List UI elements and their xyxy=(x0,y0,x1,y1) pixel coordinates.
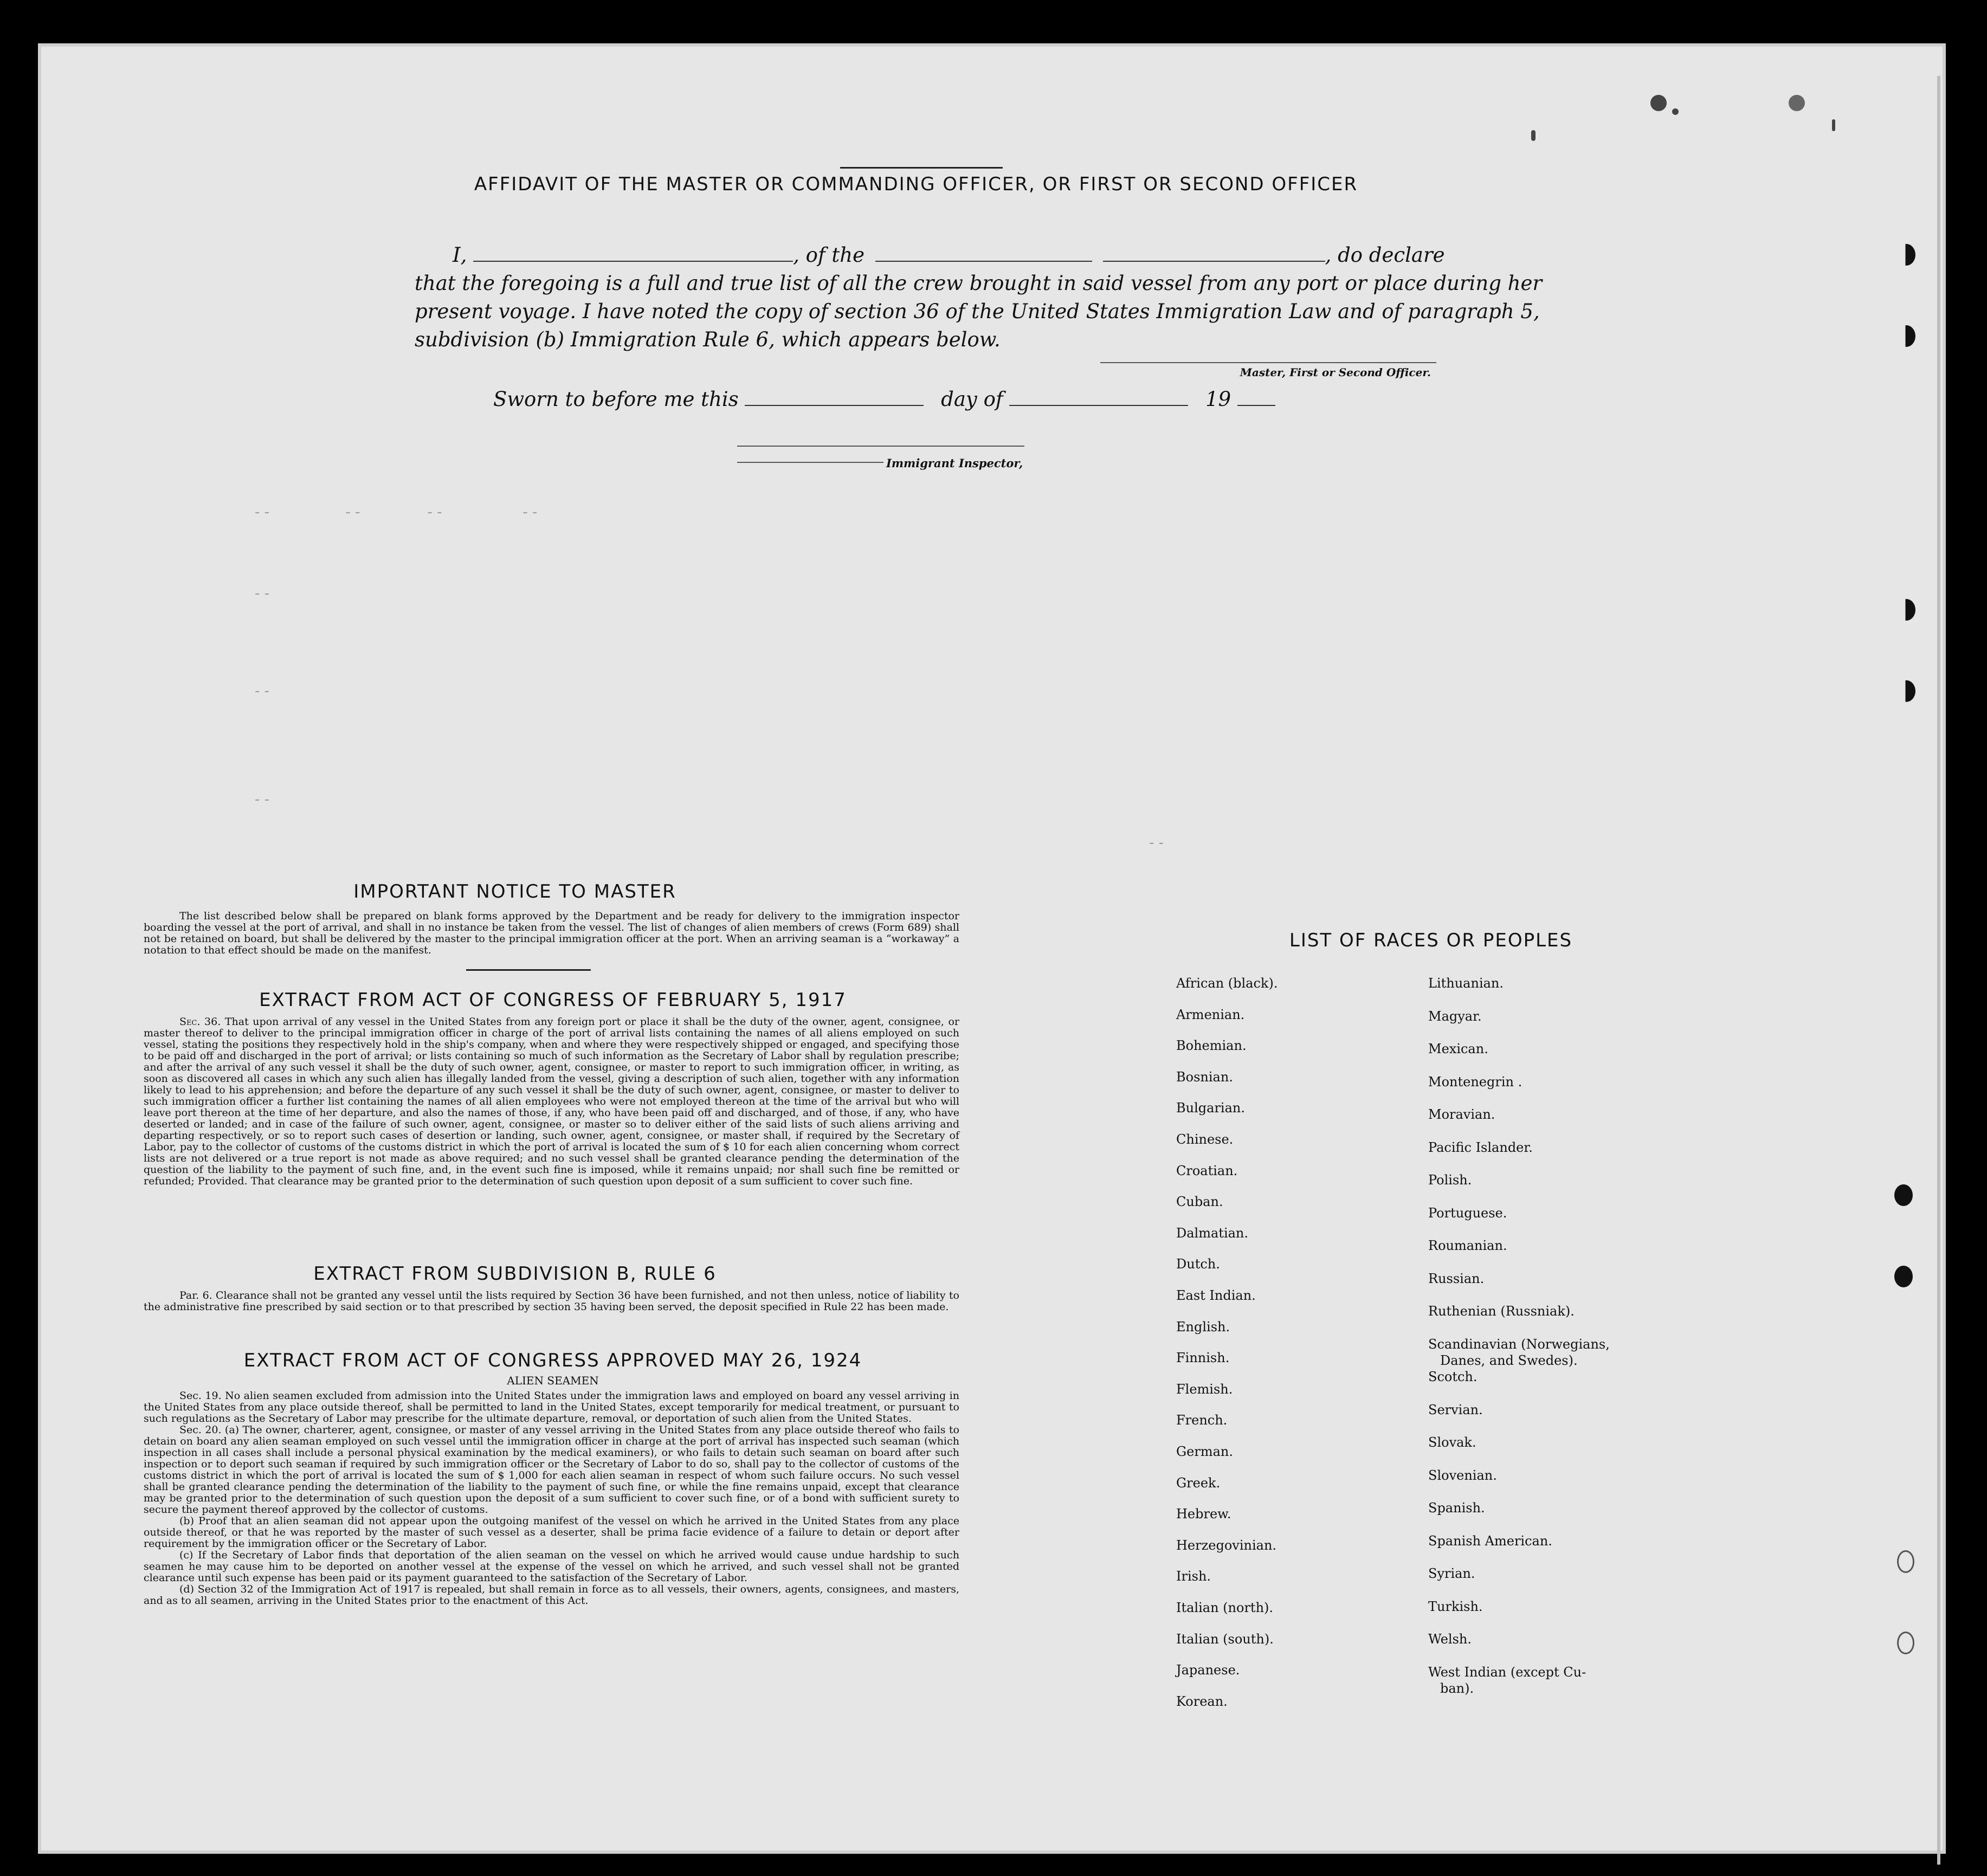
race-item: Slovak. xyxy=(1428,1435,1476,1450)
race-item: Servian. xyxy=(1428,1402,1483,1417)
notice-title: IMPORTANT NOTICE TO MASTER xyxy=(353,881,676,902)
vessel-blank[interactable] xyxy=(1103,247,1325,262)
race-item: Lithuanian. xyxy=(1428,976,1504,991)
race-item: West Indian (except Cu- xyxy=(1428,1664,1586,1680)
ink-spot xyxy=(1531,130,1536,141)
ink-spot xyxy=(1672,108,1679,115)
race-item: Croatian. xyxy=(1176,1163,1238,1178)
ghost-marks: - - xyxy=(255,683,270,699)
affidavit-title: AFFIDAVIT OF THE MASTER OR COMMANDING OFFICER, OR FIRST OR SECOND OFFICER xyxy=(474,173,1358,195)
affidavit-declare: , do declare xyxy=(1325,243,1445,267)
punch-hole xyxy=(1897,1632,1914,1654)
sworn-line xyxy=(493,388,1252,411)
affidavit-declaration xyxy=(415,241,1543,354)
name-blank[interactable] xyxy=(473,247,793,262)
punch-hole xyxy=(1897,244,1915,266)
race-item: Russian. xyxy=(1428,1271,1485,1286)
affidavit-of-the: , of the xyxy=(793,243,865,267)
ink-spot xyxy=(1832,119,1835,131)
ghost-marks: - - - - - - - - xyxy=(255,504,538,520)
race-item: Armenian. xyxy=(1176,1007,1245,1022)
race-item: Portuguese. xyxy=(1428,1205,1507,1221)
race-item: Irish. xyxy=(1176,1569,1211,1584)
race-item: Greek. xyxy=(1176,1475,1221,1491)
sec-20b-text: (b) Proof that an alien seaman did not appear upon the outgoing manifest of the vessel on which he arrived in the United States from any place outside thereof, or that he was reported by the master of such vessel as a deserter, shall be prima facie evidence of a failure to detain or deport after requirement by the immigration officer or the Secretary of Labor. xyxy=(144,1515,959,1550)
race-item: Finnish. xyxy=(1176,1350,1230,1366)
ink-spot xyxy=(1650,95,1667,111)
race-item: Scotch. xyxy=(1428,1369,1478,1384)
race-item: Pacific Islander. xyxy=(1428,1139,1533,1155)
inspector-line[interactable] xyxy=(737,446,1024,447)
race-item: Korean. xyxy=(1176,1693,1228,1709)
signature-label: Master, First or Second Officer. xyxy=(1240,366,1431,379)
sworn-day-of: day of xyxy=(941,388,1003,411)
ink-spot xyxy=(1789,95,1805,111)
race-item: Chinese. xyxy=(1176,1132,1234,1147)
race-item: English. xyxy=(1176,1319,1230,1335)
race-item: ban). xyxy=(1440,1680,1474,1696)
notice-text xyxy=(144,911,959,956)
sec-19-text: Sec. 19. No alien seamen excluded from admission into the United States under the immigration laws and employed on board any vessel arriving in the United States from any place outside thereof, shall be permitted to land in the United States, except temporarily for medical treatment, or pursuant to such regulations as the Secretary of Labor may prescribe for the ultimate departure, removal, or deportation of such alien from the United States. xyxy=(144,1390,959,1424)
race-item: Danes, and Swedes). xyxy=(1440,1352,1578,1368)
race-item: Japanese. xyxy=(1176,1662,1240,1678)
race-item: Italian (south). xyxy=(1176,1631,1274,1647)
race-item: Roumanian. xyxy=(1428,1238,1507,1253)
race-item: Flemish. xyxy=(1176,1381,1233,1397)
race-item: East Indian. xyxy=(1176,1288,1256,1303)
affidavit-line-4: subdivision (b) Immigration Rule 6, which appears below. xyxy=(415,328,1001,351)
ghost-marks: - - xyxy=(255,585,270,602)
extract-1924-text xyxy=(144,1390,959,1607)
sec-20c-text: (c) If the Secretary of Labor finds that deportation of the alien seaman on the vessel on which he arrived would cause undue hardship to such seamen he may cause him to be deported on another vessel at the expense of the vessel on which he arrived, and such vessel shall not be granted clearance until such expense has been paid or its payment guaranteed to the satisfaction of the Secretary of Labor. xyxy=(144,1549,959,1584)
notice-paragraph: The list described below shall be prepared on blank forms approved by the Department and be ready for delivery to the immigration inspector boarding the vessel at the port of arrival, and shall in no instance be taken from the vessel. The list of changes of alien members of crews (Form 689) shall not be retained on board, but shall be delivered by the master to the principal immigration officer at the port. When an arriving seaman is a “workaway” a notation to that effect should be made on the manifest. xyxy=(144,910,959,956)
race-item: Syrian. xyxy=(1428,1566,1475,1581)
year-blank[interactable] xyxy=(1237,391,1275,406)
title-rule xyxy=(840,167,1003,169)
punch-hole xyxy=(1897,325,1915,347)
race-item: Mexican. xyxy=(1428,1041,1488,1056)
extract-1917-title: EXTRACT FROM ACT OF CONGRESS OF FEBRUARY 5, 1917 xyxy=(259,989,847,1011)
manifest-page xyxy=(38,43,1946,1854)
race-item: Moravian. xyxy=(1428,1107,1495,1122)
affidavit-i: I, xyxy=(453,243,467,267)
inspector-line-2 xyxy=(737,462,883,463)
race-item: Italian (north). xyxy=(1176,1600,1274,1615)
extract-rule6-title: EXTRACT FROM SUBDIVISION B, RULE 6 xyxy=(313,1263,717,1285)
race-item: Herzegovinian. xyxy=(1176,1537,1277,1553)
sworn-year: 19 xyxy=(1205,388,1231,411)
ghost-marks: - - xyxy=(1149,835,1164,851)
extract-rule6-text xyxy=(144,1290,959,1313)
position-blank[interactable] xyxy=(875,247,1092,262)
race-item: Scandinavian (Norwegians, xyxy=(1428,1336,1610,1352)
month-blank[interactable] xyxy=(1009,391,1188,406)
races-title: LIST OF RACES OR PEOPLES xyxy=(1289,930,1573,951)
notice-rule xyxy=(466,969,591,971)
punch-hole xyxy=(1897,1550,1914,1573)
race-item: French. xyxy=(1176,1413,1228,1428)
affidavit-line-2: that the foregoing is a full and true list of all the crew brought in said vessel from any port or place during her xyxy=(415,272,1543,295)
day-blank[interactable] xyxy=(745,391,924,406)
race-item: Slovenian. xyxy=(1428,1467,1497,1483)
race-item: Spanish American. xyxy=(1428,1533,1552,1549)
extract-1917-text xyxy=(144,1016,959,1187)
affidavit-line-3: present voyage. I have noted the copy of section 36 of the United States Immigration Law and of paragraph 5, xyxy=(415,300,1540,323)
rule6-paragraph: Par. 6. Clearance shall not be granted any vessel until the lists required by Section 36 have been furnished, and not then unless, notice of liability to the administrative fine prescribed by said section or to that prescribed by section 35 having been served, the deposit specified in Rule 22 has been made. xyxy=(144,1290,959,1313)
race-item: Turkish. xyxy=(1428,1598,1483,1614)
inspector-label: Immigrant Inspector, xyxy=(886,456,1023,470)
race-item: Dalmatian. xyxy=(1176,1225,1249,1241)
punch-hole xyxy=(1897,599,1915,621)
sworn-prefix: Sworn to before me this xyxy=(493,388,739,411)
punch-hole xyxy=(1894,1184,1913,1206)
punch-hole xyxy=(1894,1266,1913,1287)
race-item: Bosnian. xyxy=(1176,1069,1233,1085)
race-item: Spanish. xyxy=(1428,1500,1485,1516)
race-item: Hebrew. xyxy=(1176,1506,1231,1522)
sec-20a-text: Sec. 20. (a) The owner, charterer, agent, consignee, or master of any vessel arriving in the United States from any place outside thereof who fails to detain on board any alien seaman employed on such vessel until the immigration officer in charge at the port of arrival has inspected such seaman (which inspection in all cases shall include a personal physical examination by the medical examiners), or who fails to detain such seaman on board after such inspection or to deport such seaman if required by such immigration officer or the Secretary of Labor to do so, shall pay to the collector of customs of the customs district in which the port of arrival is located the sum of $ 1,000 for each alien seaman in respect of whom such failure occurs. No such vessel shall be granted clearance pending the determination of the liability to the payment of such fine, or while the fine remains unpaid, except that clearance may be granted prior to the determination of such question upon the deposit of a sum sufficient to cover such fine, or of a bond with sufficient surety to secure the payment thereof approved by the collector of customs. xyxy=(144,1424,959,1516)
ghost-marks: - - xyxy=(255,791,270,808)
race-item: African (black). xyxy=(1176,976,1278,991)
sec-36-text: That upon arrival of any vessel in the United States from any foreign port or place it shall be the duty of the owner, agent, consignee, or master thereof to deliver to the principal immigration officer in charge of the port of arrival lists containing the names of all aliens employed on such vessel, stating the positions they respectively hold in the ship's company, when and where they were respectively shipped or engaged, and specifying those to be paid off and discharged in the port of arrival; or lists containing so much of such information as the Secretary of Labor shall by regulation prescribe; and after the arrival of any such vessel it shall be the duty of such owner, agent, consignee, or master to report to such immigration officer, in writing, as soon as discovered all cases in which any such alien has illegally landed from the vessel, giving a description of such alien, together with any information likely to lead to his apprehension; and before the departure of any such vessel it shall be the duty of such owner, agent, consignee, or master to deliver to such immigration officer a further list containing the names of all alien employees who were not employed thereon at the time of the arrival but who will leave port thereon at the time of her departure, and also the names of those, if any, who have been paid off and discharged, and of those, if any, who have deserted or landed; and in case of the failure of such owner, agent, consignee, or master so to deliver either of the said lists of such aliens arriving and departing respectively, or so to report such cases of desertion or landing, such owner, agent, consignee, or master shall, if required by the Secretary of Labor, pay to the collector of customs of the customs district in which the port of arrival is located the sum of $ 10 for each alien concerning whom correct lists are not delivered or a true report is not made as above required; and no such vessel shall be granted clearance pending the determination of the question of the liability to the payment of such fine, and, in the event such fine is imposed, while it remains unpaid; nor shall such fine be remitted or refunded; Provided. That clearance may be granted prior to the determination of such question upon deposit of a sum sufficient to cover such fine. xyxy=(144,1016,959,1187)
punch-hole xyxy=(1897,680,1915,702)
alien-seamen-subtitle: ALIEN SEAMEN xyxy=(507,1374,599,1387)
extract-1924-title: EXTRACT FROM ACT OF CONGRESS APPROVED MAY 26, 1924 xyxy=(243,1350,862,1371)
page-edge xyxy=(1937,76,1940,1865)
race-item: Dutch. xyxy=(1176,1256,1220,1272)
race-item: Cuban. xyxy=(1176,1194,1223,1210)
race-item: Bulgarian. xyxy=(1176,1100,1245,1116)
race-item: Magyar. xyxy=(1428,1008,1482,1024)
signature-line[interactable] xyxy=(1100,362,1436,363)
race-item: Polish. xyxy=(1428,1172,1472,1188)
sec-36-label: Sec. 36. xyxy=(179,1016,221,1028)
race-item: Bohemian. xyxy=(1176,1038,1247,1054)
sec-20d-text: (d) Section 32 of the Immigration Act of 1917 is repealed, but shall remain in force as to all vessels, their owners, agents, consignees, and masters, and as to all seamen, arriving in the United States prior to the enactment of this Act. xyxy=(144,1583,959,1607)
race-item: Welsh. xyxy=(1428,1632,1472,1647)
race-item: Montenegrin . xyxy=(1428,1074,1522,1090)
race-item: Ruthenian (Russniak). xyxy=(1428,1304,1575,1319)
race-item: German. xyxy=(1176,1444,1233,1459)
